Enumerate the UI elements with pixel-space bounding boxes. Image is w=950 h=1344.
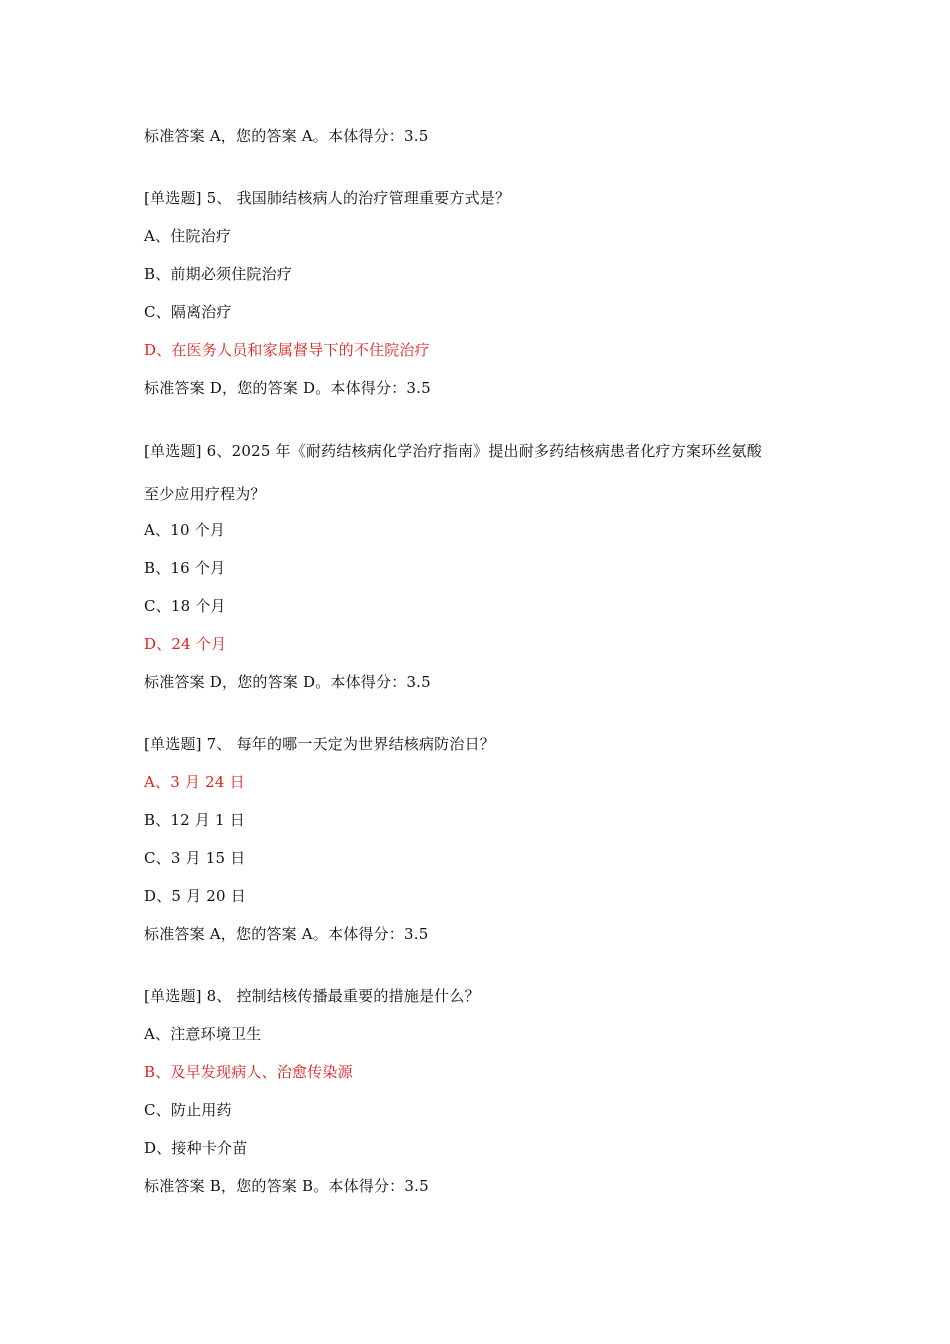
option-q8-a: A、注意环境卫生 <box>144 1025 262 1043</box>
option-q8-c: C、防止用药 <box>144 1101 232 1119</box>
question-q5: [单选题] 5、 我国肺结核病人的治疗管理重要方式是？ <box>144 189 511 207</box>
option-q5-b: B、前期必须住院治疗 <box>144 265 293 283</box>
score-line-q5: 标准答案 D，您的答案 D。本体得分：3.5 <box>144 379 431 397</box>
option-q6-d-correct: D、24 个月 <box>144 635 227 653</box>
option-q5-d-correct: D、在医务人员和家属督导下的不住院治疗 <box>144 341 430 359</box>
option-q7-a-correct: A、3 月 24 日 <box>144 773 245 791</box>
question-q6-line1: [单选题] 6、2025 年《耐药结核病化学治疗指南》提出耐多药结核病患者化疗方案环丝氨酸 <box>144 442 762 460</box>
option-q5-c: C、隔离治疗 <box>144 303 232 321</box>
option-q6-c: C、18 个月 <box>144 597 226 615</box>
score-line-q6: 标准答案 D，您的答案 D。本体得分：3.5 <box>144 673 431 691</box>
option-q7-d: D、5 月 20 日 <box>144 887 246 905</box>
score-line-q8: 标准答案 B，您的答案 B。本体得分：3.5 <box>144 1177 429 1195</box>
score-line-q7: 标准答案 A，您的答案 A。本体得分：3.5 <box>144 925 429 943</box>
option-q8-b-correct: B、及早发现病人、治愈传染源 <box>144 1063 353 1081</box>
option-q7-c: C、3 月 15 日 <box>144 849 246 867</box>
option-q8-d: D、接种卡介苗 <box>144 1139 248 1157</box>
score-line-q4: 标准答案 A，您的答案 A。本体得分：3.5 <box>144 127 429 145</box>
question-q7: [单选题] 7、 每年的哪一天定为世界结核病防治日？ <box>144 735 495 753</box>
option-q6-b: B、16 个月 <box>144 559 226 577</box>
question-q8: [单选题] 8、 控制结核传播最重要的措施是什么？ <box>144 987 480 1005</box>
question-q6-line2: 至少应用疗程为？ <box>144 485 266 503</box>
option-q5-a: A、住院治疗 <box>144 227 232 245</box>
option-q6-a: A、10 个月 <box>144 521 226 539</box>
option-q7-b: B、12 月 1 日 <box>144 811 245 829</box>
